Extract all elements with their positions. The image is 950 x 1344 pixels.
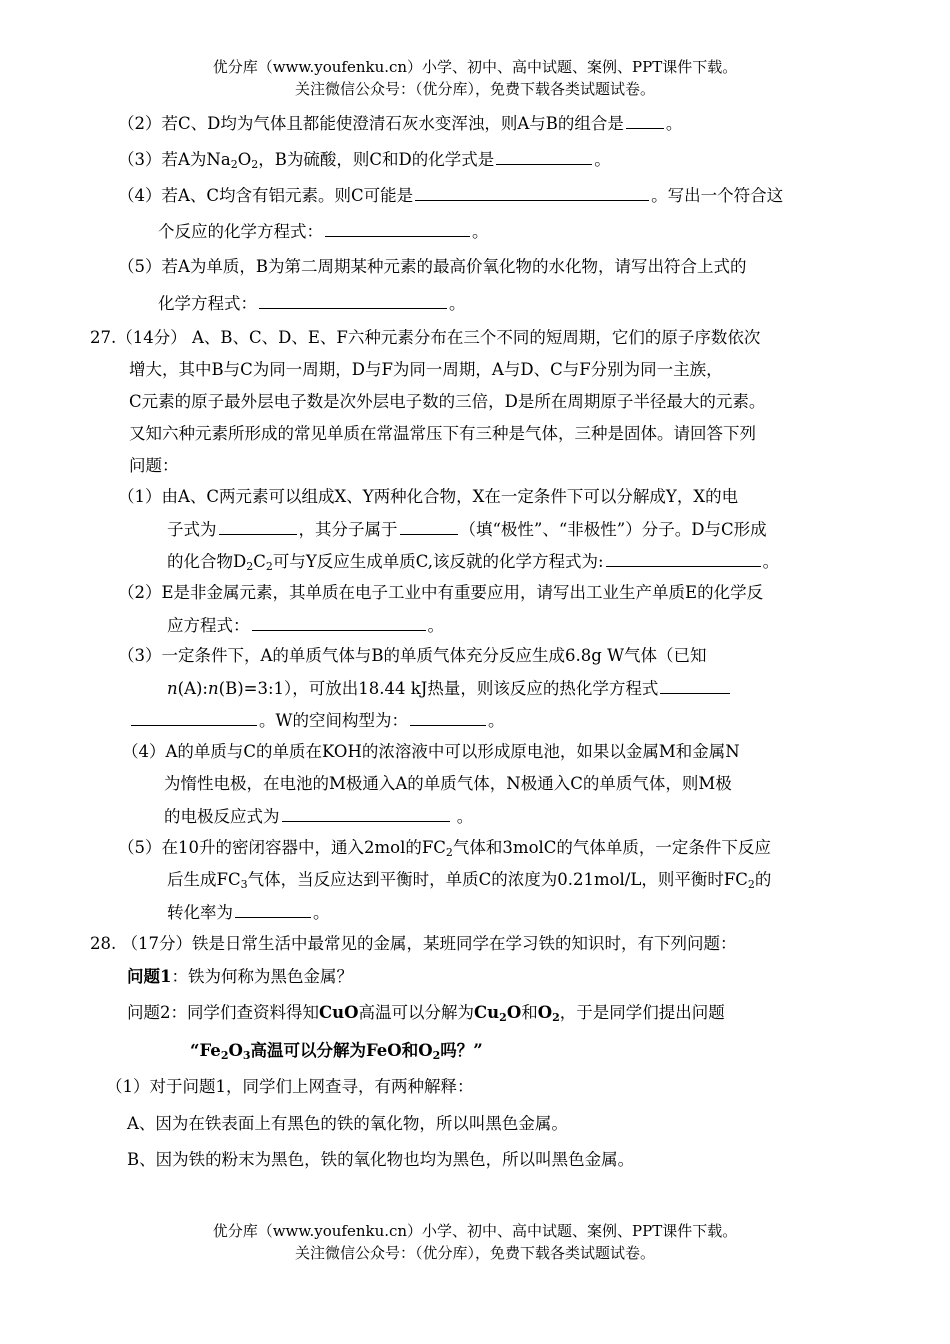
q27-intro-line1: 27.（14分） A、B、C、D、E、F六种元素分布在三个不同的短周期，它们的原子序数依次 (90, 328, 761, 347)
answer-blank (496, 148, 592, 165)
q27-part2-line2: 应方程式： 。 (167, 616, 444, 635)
q27-part3-line1: （3）一定条件下，A的单质气体与B的单质气体充分反应生成6.8g W气体（已知 (118, 646, 707, 665)
q27-part2-line1: （2）E是非金属元素，其单质在电子工业中有重要应用，请写出工业生产单质E的化学反 (118, 583, 764, 602)
q27-part4-line1: （4）A的单质与C的单质在KOH的浓溶液中可以形成原电池，如果以金属M和金属N (122, 742, 740, 761)
answer-blank (400, 518, 458, 535)
page-footer (0, 1220, 950, 1264)
q27-part5-line3: 转化率为 。 (167, 903, 330, 922)
q28-option-b: B、因为铁的粉末为黑色，铁的氧化物也均为黑色，所以叫黑色金属。 (127, 1150, 635, 1169)
q26-part5-line2: 化学方程式： 。 (158, 294, 466, 313)
q28-question1: 问题1：铁为何称为黑色金属？ (127, 967, 353, 986)
q27-intro-line4: 又知六种元素所形成的常见单质在常温常压下有三种是气体，三种是固体。请回答下列 (129, 424, 756, 443)
q26-part4-line2: 个反应的化学方程式： 。 (158, 222, 489, 241)
q28-part1: （1）对于问题1，同学们上网查寻，有两种解释： (106, 1077, 474, 1096)
answer-blank (410, 709, 486, 726)
answer-blank (252, 614, 426, 631)
q26-part3: （3）若A为$Na_2O_2$，B为硫酸，则C和D的化学式是 。 (118, 150, 611, 171)
footer-line-2: 关注微信公众号：（优分库），免费下载各类试题试卷。 (294, 1244, 655, 1262)
q28-option-a: A、因为在铁表面上有黑色的铁的氧化物，所以叫黑色金属。 (127, 1114, 568, 1133)
header-line-2: 关注微信公众号：（优分库），免费下载各类试题试卷。 (294, 80, 655, 98)
q27-intro-line3: C元素的原子最外层电子数是次外层电子数的三倍，D是所在周期原子半径最大的元素。 (129, 392, 766, 411)
answer-blank (415, 184, 649, 201)
q28-question2-line2: “$Fe_2O_3$高温可以分解为FeO和$O_2$吗？” (190, 1041, 483, 1062)
q27-part3-line3: 。W的空间构型为： 。 (129, 709, 504, 732)
answer-blank (131, 709, 257, 726)
q28-question2-line1: 问题2：同学们查资料得知CuO高温可以分解为$Cu_2O$和$O_2$，于是同学们提出问题 (127, 1003, 725, 1024)
answer-blank (235, 901, 311, 918)
answer-blank (606, 550, 761, 567)
q28-intro: 28. （17分）铁是日常生活中最常见的金属，某班同学在学习铁的知识时，有下列问题： (90, 934, 737, 953)
q27-part5-line2: 后生成$FC_3$气体，当反应达到平衡时，单质C的浓度为0.21mol/L，则平衡时$FC_2$的 (167, 870, 772, 891)
answer-blank (259, 292, 447, 309)
answer-blank (325, 220, 470, 237)
answer-blank (219, 518, 297, 535)
q27-part1-line1: （1）由A、C两元素可以组成X、Y两种化合物，X在一定条件下可以分解成Y，X的电 (118, 487, 739, 506)
q27-intro-line5: 问题： (129, 456, 179, 475)
answer-blank (282, 805, 450, 822)
q27-intro-line2: 增大，其中B与C为同一周期，D与F为同一周期，A与D、C与F分别为同一主族， (129, 360, 723, 379)
q27-part4-line2: 为惰性电极，在电池的M极通入A的单质气体，N极通入C的单质气体，则M极 (164, 774, 732, 793)
header-line-1: 优分库（www.youfenku.cn）小学、初中、高中试题、案例、PPT课件下载。 (212, 58, 738, 76)
q27-part5-line1: （5）在10升的密闭容器中，通入2mol的$FC_2$气体和3molC的气体单质，一定条件下反应 (118, 838, 771, 859)
q27-part4-line3: 的电极反应式为 。 (164, 807, 474, 826)
page-header (0, 56, 950, 100)
footer-line-1: 优分库（www.youfenku.cn）小学、初中、高中试题、案例、PPT课件下载。 (212, 1222, 738, 1240)
answer-blank (660, 677, 730, 694)
q26-part4-line1: （4）若A、C均含有铝元素。则C可能是 。写出一个符合这 (118, 186, 784, 205)
q27-part3-line2: n(A):n(B)=3:1），可放出18.44 kJ热量，则该反应的热化学方程式 (167, 677, 732, 700)
answer-blank (626, 112, 664, 129)
q27-part1-line2: 子式为 ，其分子属于 （填“极性”、“非极性”）分子。D与C形成 (167, 520, 767, 539)
q26-part5-line1: （5）若A为单质，B为第二周期某种元素的最高价氧化物的水化物，请写出符合上式的 (118, 257, 747, 276)
q27-part1-line3: 的化合物$D_2C_2$可与Y反应生成单质C,该反就的化学方程式为: 。 (167, 552, 780, 573)
q26-part2: （2）若C、D均为气体且都能使澄清石灰水变浑浊，则A与B的组合是 。 (118, 114, 683, 133)
